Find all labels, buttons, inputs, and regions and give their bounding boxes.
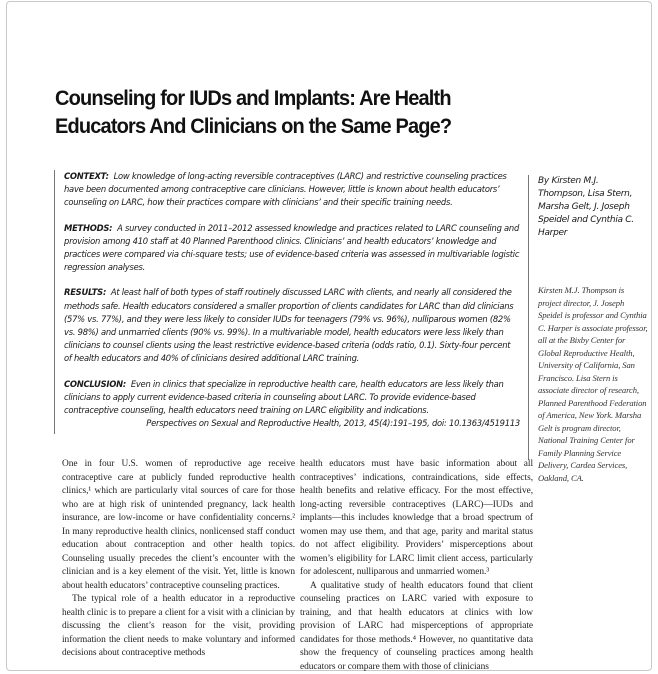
- author-affiliations: Kirsten M.J. Thompson is project director, J. Joseph Speidel is professor and Cynthia C. Harper is associate professor, all at the Bixby Center for Global Reproductive Health, University of California, San Francisco. Lisa Stern is associate director of research, Planned Parenthood Federation of America, New York. Marsha Gelt is program director, National Training Center for Family Planning Service Delivery, Cardea Services, Oakland, CA.: [538, 284, 648, 484]
- body-column-1: [62, 458, 295, 661]
- results-label: RESULTS:: [64, 287, 106, 297]
- abstract-methods: [64, 222, 520, 275]
- body-paragraph: One in four U.S. women of reproductive age receive contraceptive care at publicly funded reproductive health clinics,¹ which are particularly vital sources of care for those who are at high risk of unintended pregnancy, lack health insurance, are low-income or have confidentiality concerns.² In many reproductive health clinics, nonlicensed staff conduct education about contraception and other health topics. Counseling usually precedes the client’s encounter with the clinician and is a key element of the visit. Yet, little is known about health educators’ contraceptive counseling practices.: [62, 458, 295, 593]
- body-paragraph: A qualitative study of health educators found that client counseling practices on LARC varied with exposure to training, and that health educators at clinics with low provision of LARC had misperceptions of appropriate candidates for those methods.⁴ However, no quantitative data show the frequency of counseling practices among health educators or compare them with those of clinicians: [300, 580, 533, 674]
- results-text: At least half of both types of staff routinely discussed LARC with clients, and nearly all considered the methods safe. Health educators considered a smaller proportion of clients candidates for LARC than did clinicians (57% vs. 77%), and they were less likely to consider IUDs for teenagers (79% vs. 96%), nulliparous women (82% vs. 98%) and unmarried clients (90% vs. 99%). In a multivariable model, health educators were less likely than clinicians to counsel clients using the least restrictive evidence-based criteria (odds ratio, 0.1). Sixty-four percent of health educators and 40% of clinicians desired additional LARC training.: [64, 287, 513, 363]
- abstract-results: [64, 286, 520, 365]
- abstract-conclusion: [64, 378, 520, 418]
- conclusion-text: Even in clinics that specialize in reproductive health care, health educators are less likely than clinicians to apply current evidence-based criteria in counseling about LARC. To provide evidence-based contraceptive counseling, health educators need training on LARC eligibility and indications.: [64, 379, 504, 415]
- abstract: [54, 170, 520, 434]
- context-text: Low knowledge of long-acting reversible contraceptives (LARC) and restrictive counseling practices have been documented among contraceptive care clinicians. However, little is known about health educators’ counseling on LARC, how their practices compare with clinicians’ and their specific training needs.: [64, 171, 507, 207]
- body-column-2: [300, 458, 533, 674]
- context-label: CONTEXT:: [64, 171, 109, 181]
- body-paragraph: health educators must have basic information about all contraceptives’ indications, contraindications, side effects, health benefits and relative efficacy. For the most effective, long-acting reversible contraceptives (LARC)—IUDs and implants—this includes knowledge that a broad spectrum of women may use them, and that age, parity and marital status do not affect eligibility. Providers’ misperceptions about women’s eligibility for LARC limit client access, particularly for adolescent, nulliparous and unmarried women.³: [300, 458, 533, 580]
- abstract-context: [64, 170, 520, 210]
- methods-label: METHODS:: [64, 223, 112, 233]
- conclusion-label: CONCLUSION:: [64, 379, 126, 389]
- article-title: Counseling for IUDs and Implants: Are Health Educators And Clinicians on the Same Page?: [55, 84, 539, 140]
- author-byline: By Kirsten M.J. Thompson, Lisa Stern, Marsha Gelt, J. Joseph Speidel and Cynthia C. Harper: [538, 175, 638, 240]
- methods-text: A survey conducted in 2011–2012 assessed knowledge and practices related to LARC counseling and provision among 410 staff at 40 Planned Parenthood clinics. Clinicians’ and health educators’ knowledge and practices were compared via chi-square tests; use of evidence-based criteria was assessed in multivariable logistic regression analyses.: [64, 223, 519, 273]
- citation: Perspectives on Sexual and Reproductive Health, 2013, 45(4):191–195, doi: 10.1363/4519113: [64, 417, 520, 430]
- body-paragraph: The typical role of a health educator in a reproductive health clinic is to prepare a client for a visit with a clinician by discussing the client’s reason for the visit, providing information the client needs to make voluntary and informed decisions about contraceptive methods: [62, 593, 295, 661]
